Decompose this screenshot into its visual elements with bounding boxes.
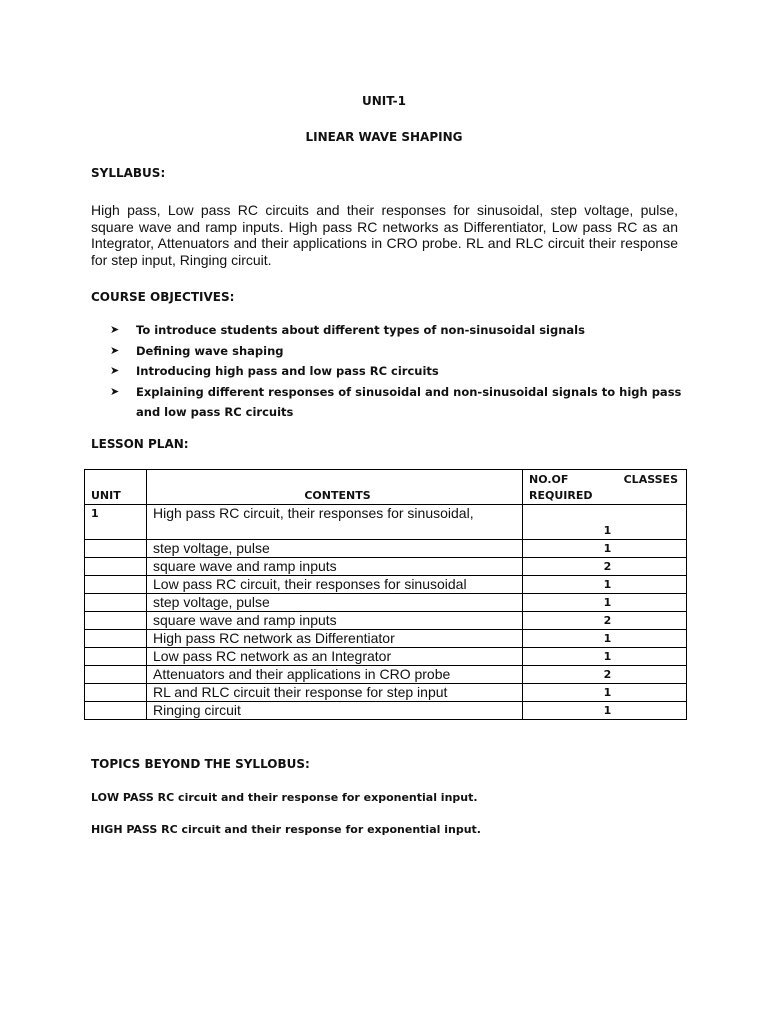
beyond-topic-item: HIGH PASS RC circuit and their response for exponential input.: [91, 823, 481, 836]
course-objectives-heading: COURSE OBJECTIVES:: [91, 290, 235, 304]
contents-cell: step voltage, pulse: [147, 540, 523, 558]
beyond-topic-item: LOW PASS RC circuit and their response for exponential input.: [91, 791, 478, 804]
unit-cell: [85, 630, 147, 648]
list-item: ➤ Defining wave shaping: [110, 341, 690, 362]
arrow-bullet-icon: ➤: [110, 364, 120, 377]
classes-cell: 1: [523, 648, 687, 666]
table-row: [85, 630, 687, 648]
contents-cell: Low pass RC circuit, their responses for sinusoidal: [147, 576, 523, 594]
unit-title: UNIT-1: [361, 94, 406, 108]
table-row: [85, 612, 687, 630]
lesson-plan-heading: LESSON PLAN:: [91, 437, 189, 451]
contents-cell: High pass RC network as Differentiator: [147, 630, 523, 648]
classes-cell: 2: [523, 666, 687, 684]
unit-cell: [85, 684, 147, 702]
table-header-row: [85, 470, 687, 505]
column-header-unit: UNIT: [85, 470, 147, 505]
unit-cell: [85, 540, 147, 558]
unit-cell: [85, 558, 147, 576]
unit-cell: [85, 612, 147, 630]
course-objectives-list: [110, 320, 690, 423]
list-item: ➤ Introducing high pass and low pass RC circuits: [110, 361, 690, 382]
unit-cell: 1: [85, 505, 147, 540]
contents-cell: step voltage, pulse: [147, 594, 523, 612]
table-row: [85, 540, 687, 558]
table-row: [85, 648, 687, 666]
topics-beyond-heading: TOPICS BEYOND THE SYLLOBUS:: [91, 757, 310, 771]
syllabus-text: High pass, Low pass RC circuits and their responses for sinusoidal, step voltage, pulse, square wave and ramp inputs. High pass RC networks as Differentiator, Low pass RC as an Integrator, Attenuators and their applications in CRO probe. RL and RLC circuit their response for step input, Ringing circuit.: [91, 202, 678, 268]
document-title: LINEAR WAVE SHAPING: [305, 130, 463, 144]
unit-cell: [85, 648, 147, 666]
classes-cell: 1: [523, 684, 687, 702]
table-row: [85, 505, 687, 540]
contents-cell: Low pass RC network as an Integrator: [147, 648, 523, 666]
contents-cell: square wave and ramp inputs: [147, 558, 523, 576]
lesson-plan-table: [84, 469, 687, 720]
table-row: [85, 666, 687, 684]
classes-cell: 1: [523, 576, 687, 594]
arrow-bullet-icon: ➤: [110, 384, 120, 398]
list-item: ➤ To introduce students about different types of non-sinusoidal signals: [110, 320, 690, 341]
classes-cell: 1: [523, 505, 687, 540]
column-header-contents: CONTENTS: [147, 470, 523, 505]
unit-cell: [85, 666, 147, 684]
table-row: [85, 684, 687, 702]
syllabus-heading: SYLLABUS:: [91, 166, 166, 180]
classes-cell: 1: [523, 540, 687, 558]
unit-cell: [85, 576, 147, 594]
contents-cell: Attenuators and their applications in CRO probe: [147, 666, 523, 684]
contents-cell: RL and RLC circuit their response for step input: [147, 684, 523, 702]
contents-cell: square wave and ramp inputs: [147, 612, 523, 630]
table-row: [85, 702, 687, 720]
contents-cell: High pass RC circuit, their responses for sinusoidal,: [147, 505, 523, 540]
unit-cell: [85, 594, 147, 612]
table-row: [85, 558, 687, 576]
contents-cell: Ringing circuit: [147, 702, 523, 720]
classes-cell: 1: [523, 630, 687, 648]
column-header-classes: NO.OF CLASSES REQUIRED: [523, 470, 687, 505]
arrow-bullet-icon: ➤: [110, 323, 120, 336]
unit-cell: [85, 702, 147, 720]
arrow-bullet-icon: ➤: [110, 343, 120, 357]
classes-cell: 1: [523, 702, 687, 720]
table-row: [85, 594, 687, 612]
table-row: [85, 576, 687, 594]
classes-cell: 2: [523, 558, 687, 576]
classes-cell: 1: [523, 594, 687, 612]
classes-cell: 2: [523, 612, 687, 630]
list-item: ➤ Explaining different responses of sinusoidal and non-sinusoidal signals to high pass and low pass RC circuits: [110, 382, 690, 423]
